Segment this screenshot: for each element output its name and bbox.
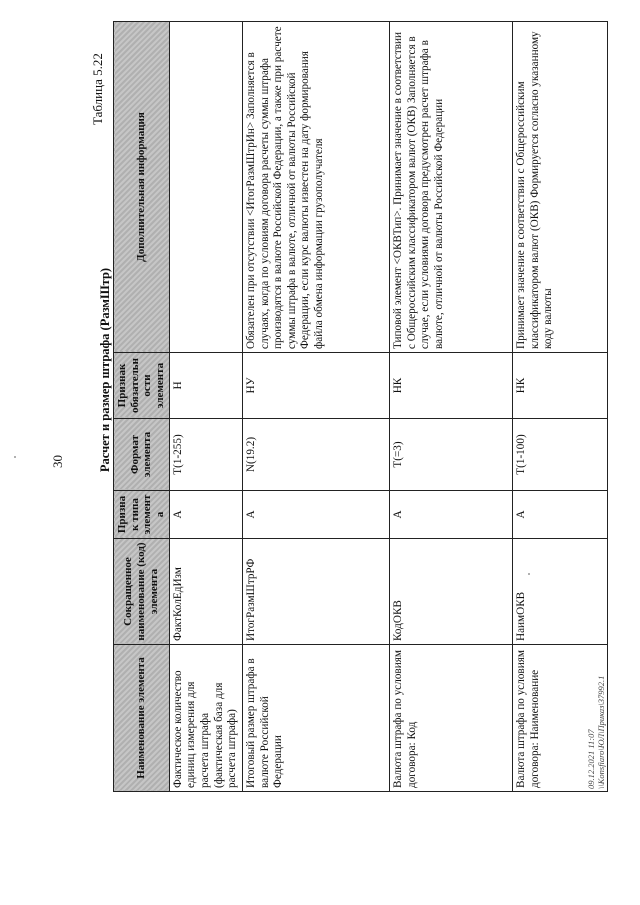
footer-path: \\Konsfiaro\ЮЛ\Приказ\37992.1	[596, 675, 607, 789]
cell-info	[169, 22, 242, 353]
cell-format: T(1-255)	[169, 419, 242, 491]
cell-code: ИтогРазмШтрРФ	[242, 539, 389, 645]
cell-code: КодОКВ	[389, 539, 512, 645]
table-row	[169, 22, 242, 792]
header-format: Формат элемента	[114, 419, 170, 491]
cell-info: Принимает значение в соответствии с Общероссийским классификатором валют (ОКВ) Формируется согласно указанному коду валюты	[512, 22, 607, 353]
scan-speck	[14, 456, 16, 458]
table-header-row	[114, 22, 170, 792]
header-code: Сокращенное наименование (код) элемента	[114, 539, 170, 645]
cell-format: T(=3)	[389, 419, 512, 491]
footer-stamp	[586, 676, 606, 789]
cell-name: Валюта штрафа по условиям договора: Код	[389, 645, 512, 792]
footer-date: 09.12.2021 11:07	[586, 729, 596, 789]
cell-code: ФактКолЕдИзм	[169, 539, 242, 645]
cell-type: А	[242, 491, 389, 539]
table-label: Таблица 5.22	[90, 53, 105, 125]
header-type: Признак типа элемента	[114, 491, 170, 539]
table-title: Расчет и размер штрафа (РазмШтр)	[98, 267, 112, 473]
cell-obligation: НК	[389, 353, 512, 419]
cell-name: Валюта штрафа по условиям договора: Наименование	[512, 645, 607, 792]
cell-format: N(19.2)	[242, 419, 389, 491]
table-row	[242, 22, 389, 792]
scan-speck	[528, 573, 530, 575]
cell-obligation: НК	[512, 353, 607, 419]
cell-info: Обязателен при отсутствии <ИтогРазмШтрИн> Заполняется в случаях, когда по условиям договора расчеты суммы штрафа производятся в валюте Российской Федерации, а также при расчете суммы штрафа в валюте, отличной от валюты Российской Федерации, если курс валюты известен на дату формирования файла обмена информации грузополучателя	[242, 22, 389, 353]
cell-name: Фактическое количество единиц измерения для расчета штрафа (фактическая база для расчета штрафа)	[169, 645, 242, 792]
cell-format: T(1-100)	[512, 419, 607, 491]
cell-name: Итоговый размер штрафа в валюте Российской Федерации	[242, 645, 389, 792]
cell-obligation: Н	[169, 353, 242, 419]
cell-code: НаимОКВ	[512, 539, 607, 645]
cell-info: Типовой элемент <ОКВТип>. Принимает значение в соответствии с Общероссийским классификатором валют (ОКВ) Заполняется в случае, если условиями договора предусмотрен расчет штрафа в валюте, отличной от валюты Российской Федерации	[389, 22, 512, 353]
elements-table	[113, 21, 608, 792]
cell-type: А	[512, 491, 607, 539]
cell-obligation: НУ	[242, 353, 389, 419]
cell-type: А	[169, 491, 242, 539]
header-info: Дополнительная информация	[114, 22, 170, 353]
header-name: Наименование элемента	[114, 645, 170, 792]
cell-type: А	[389, 491, 512, 539]
header-obligation: Признак обязательности элемента	[114, 353, 170, 419]
page-number: 30	[50, 455, 65, 468]
table-row	[389, 22, 512, 792]
